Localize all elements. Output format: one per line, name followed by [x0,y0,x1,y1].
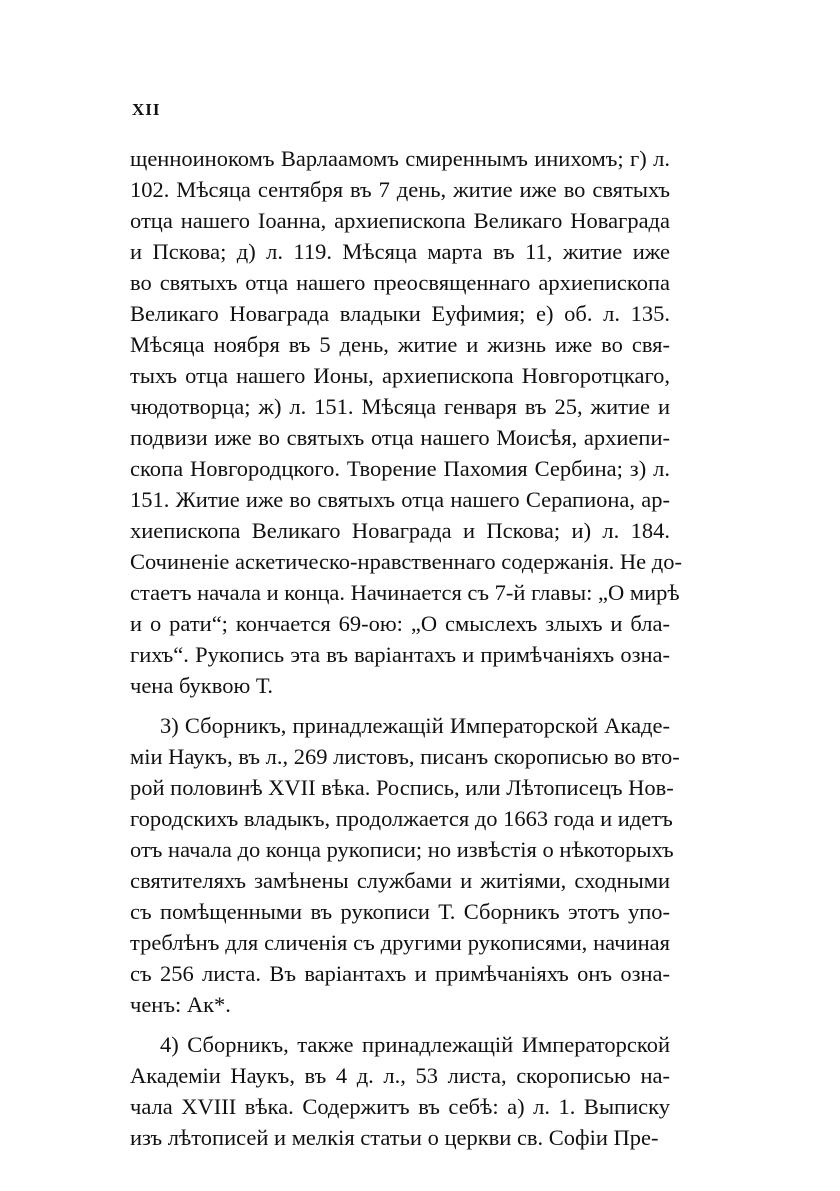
text-line: 4) Сборникъ, также принадлежащій Императорской [160,1032,670,1057]
text-line: міи Наукъ, въ л., 269 листовъ, писанъ скорописью во вто- [130,744,680,769]
text-line: 3) Сборникъ, принадлежащій Императорской Акаде- [160,713,670,738]
text-line: городскихъ владыкъ, продолжается до 1663 года и идетъ [130,806,673,831]
text-line: гихъ“. Рукопись эта въ варіантахъ и примѣчаніяхъ озна- [130,642,670,667]
text-line: изъ лѣтописей и мелкія статьи о церкви св. Софіи Пре- [130,1125,659,1150]
page-number: XII [132,100,161,119]
text-line: рой половинѣ XVII вѣка. Роспись, или Лѣтописецъ Нов- [130,775,674,800]
text-line: и о рати“; кончается 69-ою: „О смыслехъ злыхъ и бла- [130,611,670,636]
text-line: съ помѣщенными въ рукописи Т. Сборникъ этотъ упо- [130,899,670,924]
paragraph-gap [130,701,670,710]
paragraph-p1 [130,143,682,701]
text-line: подвизи иже во святыхъ отца нашего Моисѣя, архиепи- [130,425,670,450]
text-line: чюдотворца; ж) л. 151. Мѣсяца генваря въ 25, житие и [130,394,670,419]
text-line: треблѣнъ для сличенія съ другими рукописями, начиная [130,930,670,955]
text-line: Сочиненіе аскетическо-нравственнаго содержанія. Не до- [130,549,682,574]
text-line: во святыхъ отца нашего преосвященнаго архиепископа [130,270,670,295]
text-line: отца нашего Іоанна, архиепископа Великаго Новаграда [130,208,670,233]
text-line: и Пскова; д) л. 119. Мѣсяца марта въ 11, житие иже [130,239,670,264]
text-line: чала XVIII вѣка. Содержитъ въ себѣ: а) л. 1. Выписку [130,1094,670,1119]
paragraph-p3 [130,1029,670,1153]
text-line: стаетъ начала и конца. Начинается съ 7-й главы: „О мирѣ [130,580,680,605]
text-line: ченъ: Ак*. [130,992,231,1017]
text-line: хиепископа Великаго Новаграда и Пскова; и) л. 184. [130,518,670,543]
text-line: тыхъ отца нашего Ионы, архиепископа Новгоротцкаго, [130,363,670,388]
text-line: скопа Новгородцкого. Творение Пахомия Сербина; з) л. [130,456,670,481]
text-line: Великаго Новаграда владыки Еуфимия; е) об. л. 135. [130,301,670,326]
text-line: Академіи Наукъ, въ 4 д. л., 53 листа, скорописью на- [130,1063,670,1088]
text-line: чена буквою Т. [130,673,273,698]
text-line: 151. Житие иже во святыхъ отца нашего Серапиона, ар- [130,487,670,512]
text-line: 102. Мѣсяца сентября въ 7 день, житие иже во святыхъ [130,177,670,202]
text-line: съ 256 листа. Въ варіантахъ и примѣчаніяхъ онъ озна- [130,961,670,986]
text-line: щенноинокомъ Варлаамомъ смиреннымъ инихомъ; г) л. [130,146,670,171]
paragraph-p2 [130,710,680,1020]
text-line: отъ начала до конца рукописи; но извѣстія о нѣкоторыхъ [130,837,674,862]
body-text [130,143,682,1153]
text-line: святителяхъ замѣнены службами и житіями, сходными [130,868,670,893]
text-line: Мѣсяца ноября въ 5 день, житие и жизнь иже во свя- [130,332,670,357]
paragraph-gap [130,1020,670,1029]
